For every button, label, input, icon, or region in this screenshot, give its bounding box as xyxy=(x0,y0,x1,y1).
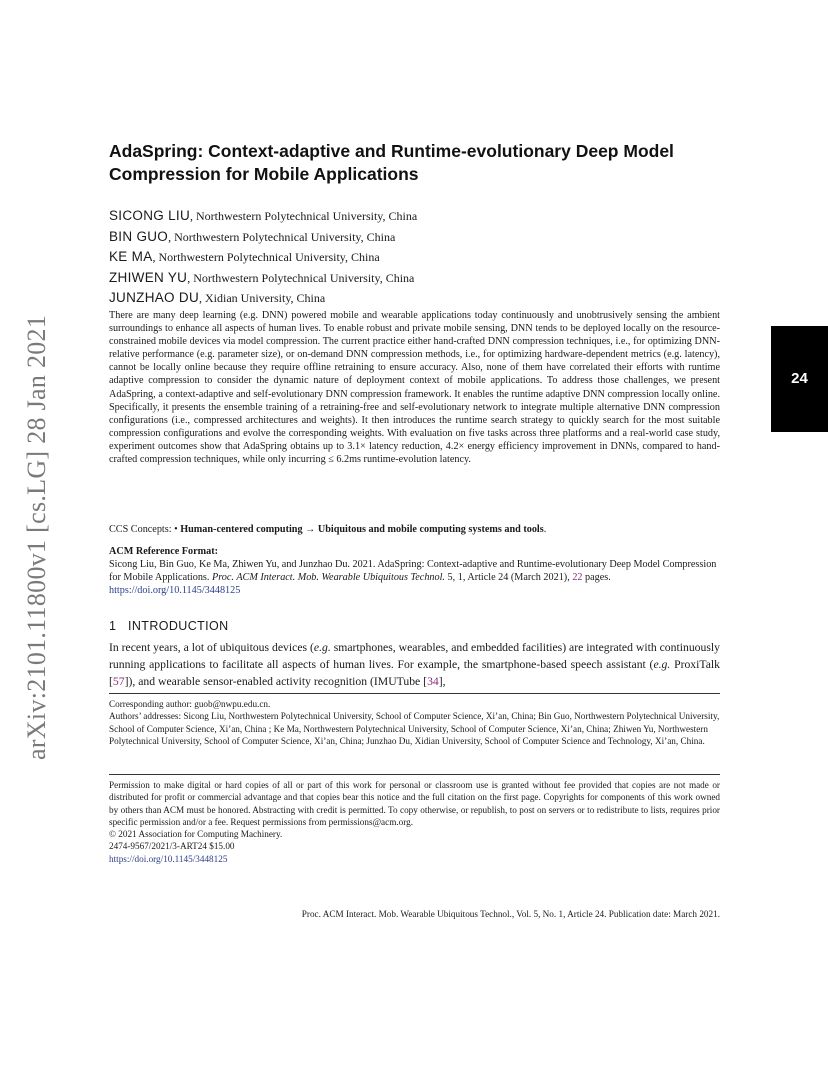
ccs-arrow: → xyxy=(302,524,318,535)
author-name: SICONG LIU xyxy=(109,208,191,223)
author-entry xyxy=(109,247,720,268)
ccs-concepts xyxy=(109,523,720,536)
reference-text: 5, 1, Article 24 (March 2021), xyxy=(444,572,573,583)
author-addresses: Authors’ addresses: Sicong Liu, Northwestern Polytechnical University, School of Computer Science, Xi’an, China; Bin Guo, Northwestern Polytechnical University, School of Computer Science, Xi’an, China ; Ke Ma, Northwestern Polytechnical University, School of Computer Science, Xi’an, China; Zhiwen Yu, Northwestern Polytechnical University, School of Computer Science, Xi’an, China; Junzhao Du, Xidian University, School of Computer Science and Technology, Xi’an, China. xyxy=(109,711,720,746)
section-number: 1 xyxy=(109,619,117,633)
reference-text: pages. xyxy=(582,572,611,583)
author-affiliation: , Northwestern Polytechnical University, China xyxy=(168,229,396,244)
issn-line: 2474-9567/2021/3-ART24 $15.00 xyxy=(109,841,235,852)
intro-text: smartphones, wearables, and embedded facilities) are integrated with continuously running applications to facilitate all aspects of human lives. For example, the smartphone-based speech assistant ( xyxy=(109,641,720,671)
author-affiliation: , Northwestern Polytechnical University, China xyxy=(152,250,380,264)
intro-text: In recent years, a lot of ubiquitous devices ( xyxy=(109,641,314,654)
intro-text: ProxiTalk [ xyxy=(109,658,720,688)
corresponding-author: Corresponding author: guob@nwpu.edu.cn. xyxy=(109,699,271,709)
author-list xyxy=(109,206,720,309)
permission-notice xyxy=(109,779,720,865)
pages-link[interactable]: 22 xyxy=(572,572,583,583)
permission-divider xyxy=(109,774,720,775)
author-entry xyxy=(109,227,720,248)
reference-heading: ACM Reference Format: xyxy=(109,546,218,557)
abstract: There are many deep learning (e.g. DNN) powered mobile and wearable applications today continuously and unobtrusively sensing the ambient surroundings to enhance all aspects of human lives. To enable robust and private mobile sensing, DNN tends to be deployed locally on the resource-constrained mobile devices via model compression. The current practice either hand-crafted DNN compression techniques, i.e., for optimizing DNN-relative performance (e.g. parameter size), or on-demand DNN compression methods, i.e., for optimizing hardware-dependent metrics (e.g. latency), cannot be locally online because they require offline retraining to ensure accuracy. Also, none of them have correlated their efforts with runtime adaptive compression to consider the dynamic nature of deployment context of mobile applications. To address those challenges, we present AdaSpring, a context-adaptive and self-evolutionary DNN compression framework. It enables the runtime adaptive DNN compression locally online. Specifically, it presents the ensemble training of a retraining-free and self-evolutionary network to integrate multiple alternative DNN compression configurations (i.e., compressed architectures and weights). It then introduces the runtime search strategy to quickly search for the most suitable compression configurations and evolve the corresponding weights. With evaluation on five tasks across three platforms and a real-world case study, experiment outcomes show that AdaSpring obtains up to 3.1× latency reduction, 4.2× energy efficiency improvement in DNNs, compared to hand-crafted compression techniques, while only incurring ≤ 6.2ms runtime-evolution latency. xyxy=(109,310,720,466)
article-number-tab: 24 xyxy=(771,326,828,432)
doi-link[interactable]: https://doi.org/10.1145/3448125 xyxy=(109,585,241,596)
acm-reference-format xyxy=(109,545,720,597)
ccs-end: . xyxy=(543,524,547,535)
section-heading xyxy=(109,619,720,633)
author-affiliation: , Northwestern Polytechnical University, China xyxy=(190,209,418,223)
permission-text: Permission to make digital or hard copies of all or part of this work for personal or classroom use is granted without fee provided that copies are not made or distributed for profit or commercial advantage and that copies bear this notice and the full citation on the first page. Copyrights for components of this work owned by others than ACM must be honored. Abstracting with credit is permitted. To copy otherwise, or republish, to post on servers or to redistribute to lists, requires prior specific permission and/or a fee. Request permissions from permissions@acm.org. xyxy=(109,780,720,827)
citation-link[interactable]: 34 xyxy=(427,675,439,688)
intro-paragraph xyxy=(109,639,720,690)
arxiv-identifier: arXiv:2101.11800v1 [cs.LG] 28 Jan 2021 xyxy=(22,314,51,760)
copyright-line: © 2021 Association for Computing Machinery. xyxy=(109,829,283,840)
footnote-divider xyxy=(109,693,720,694)
author-affiliation: , Xidian University, China xyxy=(199,291,326,305)
intro-text: e.g. xyxy=(653,658,671,671)
author-entry xyxy=(109,268,720,289)
ccs-label: CCS Concepts: • xyxy=(109,524,181,535)
intro-text: e.g. xyxy=(313,641,331,654)
section-title: INTRODUCTION xyxy=(127,619,229,633)
reference-journal: Proc. ACM Interact. Mob. Wearable Ubiquitous Technol. xyxy=(212,572,445,583)
author-entry xyxy=(109,206,720,227)
ccs-concept-primary: Human-centered computing xyxy=(180,524,303,535)
page-footer: Proc. ACM Interact. Mob. Wearable Ubiquitous Technol., Vol. 5, No. 1, Article 24. Publication date: March 2021. xyxy=(301,909,720,919)
author-name: JUNZHAO DU xyxy=(109,290,199,305)
author-affiliation: , Northwestern Polytechnical University, China xyxy=(187,270,415,285)
author-name: ZHIWEN YU xyxy=(109,269,188,285)
author-name: BIN GUO xyxy=(109,228,169,244)
citation-link[interactable]: 57 xyxy=(112,675,125,688)
reference-text: Sicong Liu, Bin Guo, Ke Ma, Zhiwen Yu, and Junzhao Du. 2021. AdaSpring: Context-adaptive and Runtime-evolutionary Deep Model Compression for Mobile Applications. xyxy=(109,559,717,583)
paper-title: AdaSpring: Context-adaptive and Runtime-evolutionary Deep Model Compression for Mobile Applications xyxy=(109,141,674,184)
intro-text: ], xyxy=(438,675,446,688)
author-name: KE MA xyxy=(109,249,153,264)
intro-text: ]), and wearable sensor-enabled activity recognition (IMUTube [ xyxy=(124,675,428,688)
ccs-concept-secondary: Ubiquitous and mobile computing systems and tools xyxy=(317,524,544,535)
footnote xyxy=(109,698,720,747)
permission-doi-link[interactable]: https://doi.org/10.1145/3448125 xyxy=(109,853,228,864)
author-entry xyxy=(109,288,720,309)
